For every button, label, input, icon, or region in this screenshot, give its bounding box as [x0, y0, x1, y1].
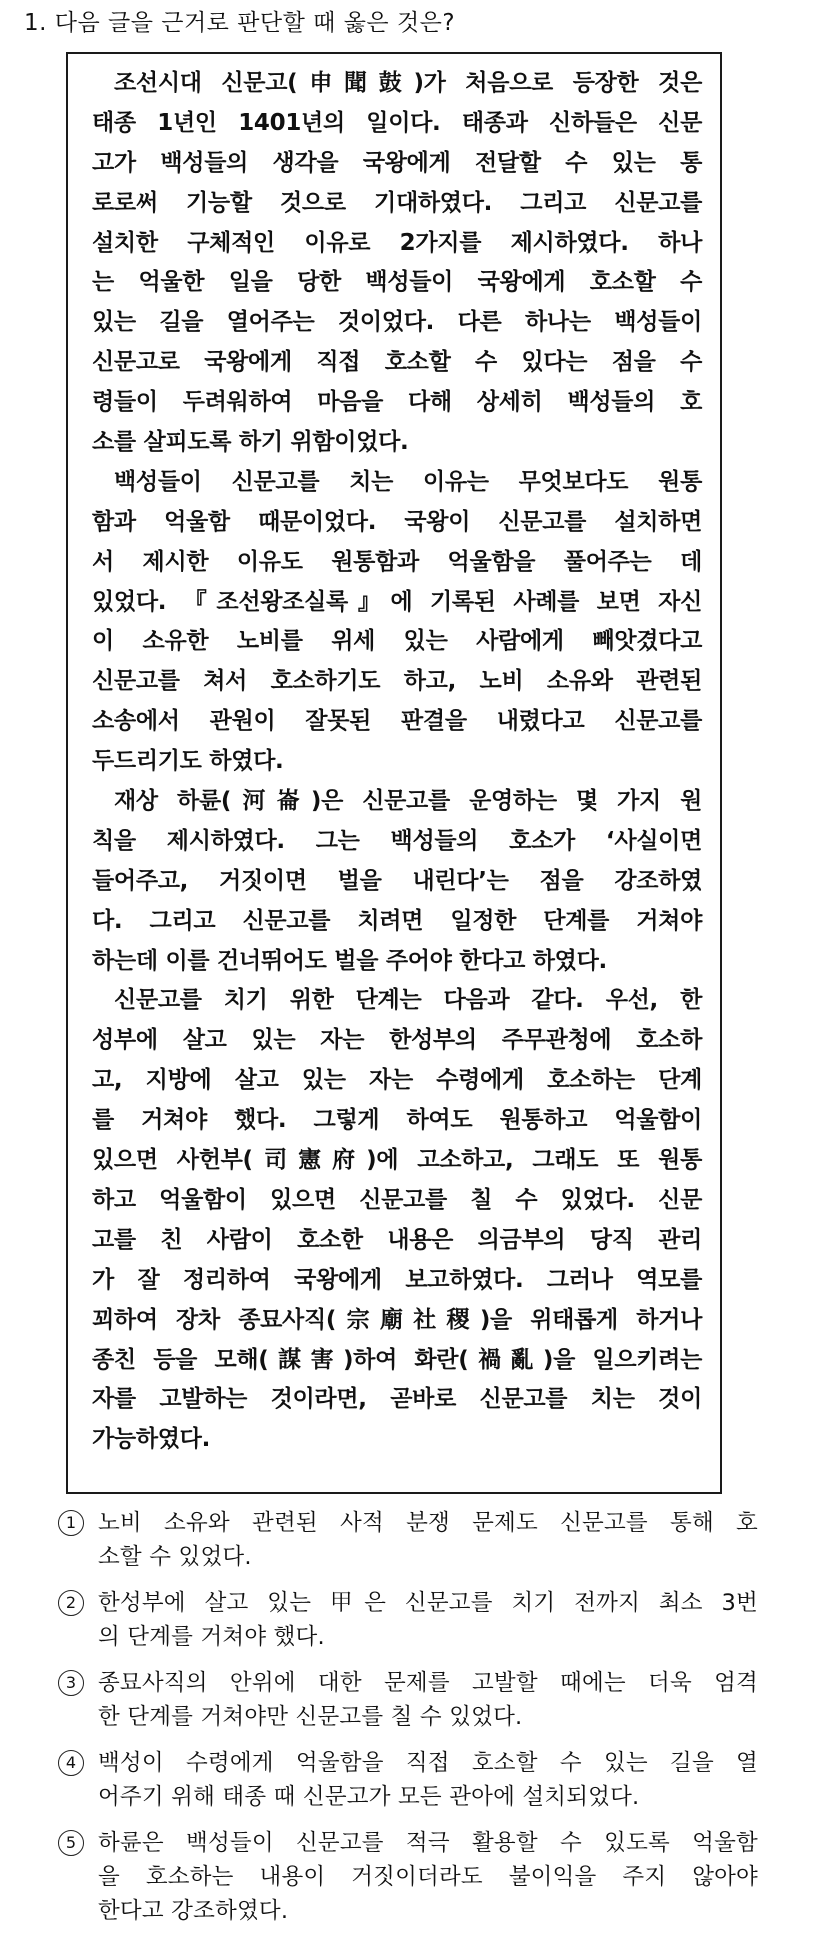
- choice-text-line: 백성이 수령에게 억울함을 직접 호소할 수 있는 길을 열: [98, 1750, 758, 1776]
- passage-line: 하고 억울함이 있으면 신문고를 칠 수 있었다. 신문: [92, 1186, 702, 1213]
- choice-text-line: 소할 수 있었다.: [98, 1544, 252, 1570]
- passage-line: 가 잘 정리하여 국왕에게 보고하였다. 그러나 역모를: [92, 1266, 702, 1293]
- passage-line: 두드리기도 하였다.: [92, 748, 284, 775]
- passage-line: 들어주고, 거짓이면 벌을 내린다’는 점을 강조하였: [92, 867, 702, 894]
- choice-text-line: 종묘사직의 안위에 대한 문제를 고발할 때에는 더욱 엄격: [98, 1670, 758, 1696]
- passage-line: 백성들이 신문고를 치는 이유는 무엇보다도 원통: [114, 468, 702, 495]
- passage-line: 소를 살피도록 하기 위함이었다.: [92, 429, 409, 456]
- passage-line: 고, 지방에 살고 있는 자는 수령에게 호소하는 단계: [92, 1067, 702, 1094]
- passage-line: 령들이 두려워하여 마음을 다해 상세히 백성들의 호: [92, 389, 702, 416]
- passage-line: 종친 등을 모해(謀害)하여 화란(禍亂)을 일으키려는: [92, 1346, 702, 1373]
- passage-line: 신문고를 치기 위한 단계는 다음과 같다. 우선, 한: [114, 987, 702, 1014]
- passage-line: 하는데 이를 건너뛰어도 벌을 주어야 한다고 하였다.: [92, 947, 607, 974]
- passage-line: 고가 백성들의 생각을 국왕에게 전달할 수 있는 통: [92, 149, 702, 176]
- passage-line: 서 제시한 이유도 원통함과 억울함을 풀어주는 데: [92, 548, 702, 575]
- passage-line: 태종 1년인 1401년의 일이다. 태종과 신하들은 신문: [92, 109, 702, 136]
- passage-line: 있으면 사헌부(司憲府)에 고소하고, 그래도 또 원통: [92, 1147, 702, 1174]
- choice-text-line: 한성부에 살고 있는 甲은 신문고를 치기 전까지 최소 3번: [98, 1590, 758, 1616]
- choice-option-3[interactable]: [58, 1666, 758, 1734]
- passage-line: 는 억울한 일을 당한 백성들이 국왕에게 호소할 수: [92, 269, 702, 296]
- choice-option-4[interactable]: [58, 1746, 758, 1814]
- choice-text-line: 하륜은 백성들이 신문고를 적극 활용할 수 있도록 억울함: [98, 1830, 758, 1856]
- choice-text-line: 한 단계를 거쳐야만 신문고를 칠 수 있었다.: [98, 1704, 523, 1730]
- answer-choices: [58, 1506, 758, 1940]
- passage-line: 조선시대 신문고(申聞鼓)가 처음으로 등장한 것은: [114, 70, 702, 96]
- passage-line: 신문고로 국왕에게 직접 호소할 수 있다는 점을 수: [92, 349, 702, 376]
- choice-option-1[interactable]: [58, 1506, 758, 1574]
- choice-number: 1: [58, 1510, 84, 1536]
- passage-line: 성부에 살고 있는 자는 한성부의 주무관청에 호소하: [92, 1027, 702, 1054]
- passage-line: 다. 그리고 신문고를 치려면 일정한 단계를 거쳐야: [92, 907, 702, 934]
- passage-line: 고를 친 사람이 호소한 내용은 의금부의 당직 관리: [92, 1226, 702, 1253]
- passage-line: 있었다. 『조선왕조실록』에 기록된 사례를 보면 자신: [92, 588, 702, 615]
- passage-line: 칙을 제시하였다. 그는 백성들의 호소가 ‘사실이면: [92, 827, 702, 854]
- passage-line: 가능하였다.: [92, 1426, 211, 1453]
- passage-line: 를 거쳐야 했다. 그렇게 하여도 원통하고 억울함이: [92, 1107, 702, 1134]
- choice-option-2[interactable]: [58, 1586, 758, 1654]
- choice-option-5[interactable]: [58, 1826, 758, 1928]
- question-title: 1. 다음 글을 근거로 판단할 때 옳은 것은?: [24, 10, 456, 36]
- passage-line: 함과 억울함 때문이었다. 국왕이 신문고를 설치하면: [92, 508, 702, 535]
- passage-line: 설치한 구체적인 이유로 2가지를 제시하였다. 하나: [92, 229, 702, 256]
- passage-line: 소송에서 관원이 잘못된 판결을 내렸다고 신문고를: [92, 708, 702, 735]
- passage-box: [66, 52, 722, 1494]
- passage-line: 신문고를 쳐서 호소하기도 하고, 노비 소유와 관련된: [92, 668, 702, 695]
- choice-text-line: 의 단계를 거쳐야 했다.: [98, 1624, 325, 1650]
- choice-number: 2: [58, 1590, 84, 1616]
- choice-text-line: 한다고 강조하였다.: [98, 1898, 289, 1924]
- choice-text-line: 어주기 위해 태종 때 신문고가 모든 관아에 설치되었다.: [98, 1784, 640, 1810]
- choice-number: 3: [58, 1670, 84, 1696]
- choice-number: 5: [58, 1830, 84, 1856]
- passage-line: 이 소유한 노비를 위세 있는 사람에게 빼앗겼다고: [92, 628, 702, 655]
- choice-text-line: 을 호소하는 내용이 거짓이더라도 불이익을 주지 않아야: [98, 1864, 758, 1890]
- choice-number: 4: [58, 1750, 84, 1776]
- passage-line: 있는 길을 열어주는 것이었다. 다른 하나는 백성들이: [92, 309, 702, 336]
- passage-line: 꾀하여 장차 종묘사직(宗廟社稷)을 위태롭게 하거나: [92, 1306, 702, 1333]
- choice-text-line: 노비 소유와 관련된 사적 분쟁 문제도 신문고를 통해 호: [98, 1510, 758, 1536]
- passage-line: 로로써 기능할 것으로 기대하였다. 그리고 신문고를: [92, 189, 702, 216]
- passage-line: 자를 고발하는 것이라면, 곧바로 신문고를 치는 것이: [92, 1386, 702, 1413]
- passage-line: 재상 하륜(河崙)은 신문고를 운영하는 몇 가지 원: [114, 788, 702, 815]
